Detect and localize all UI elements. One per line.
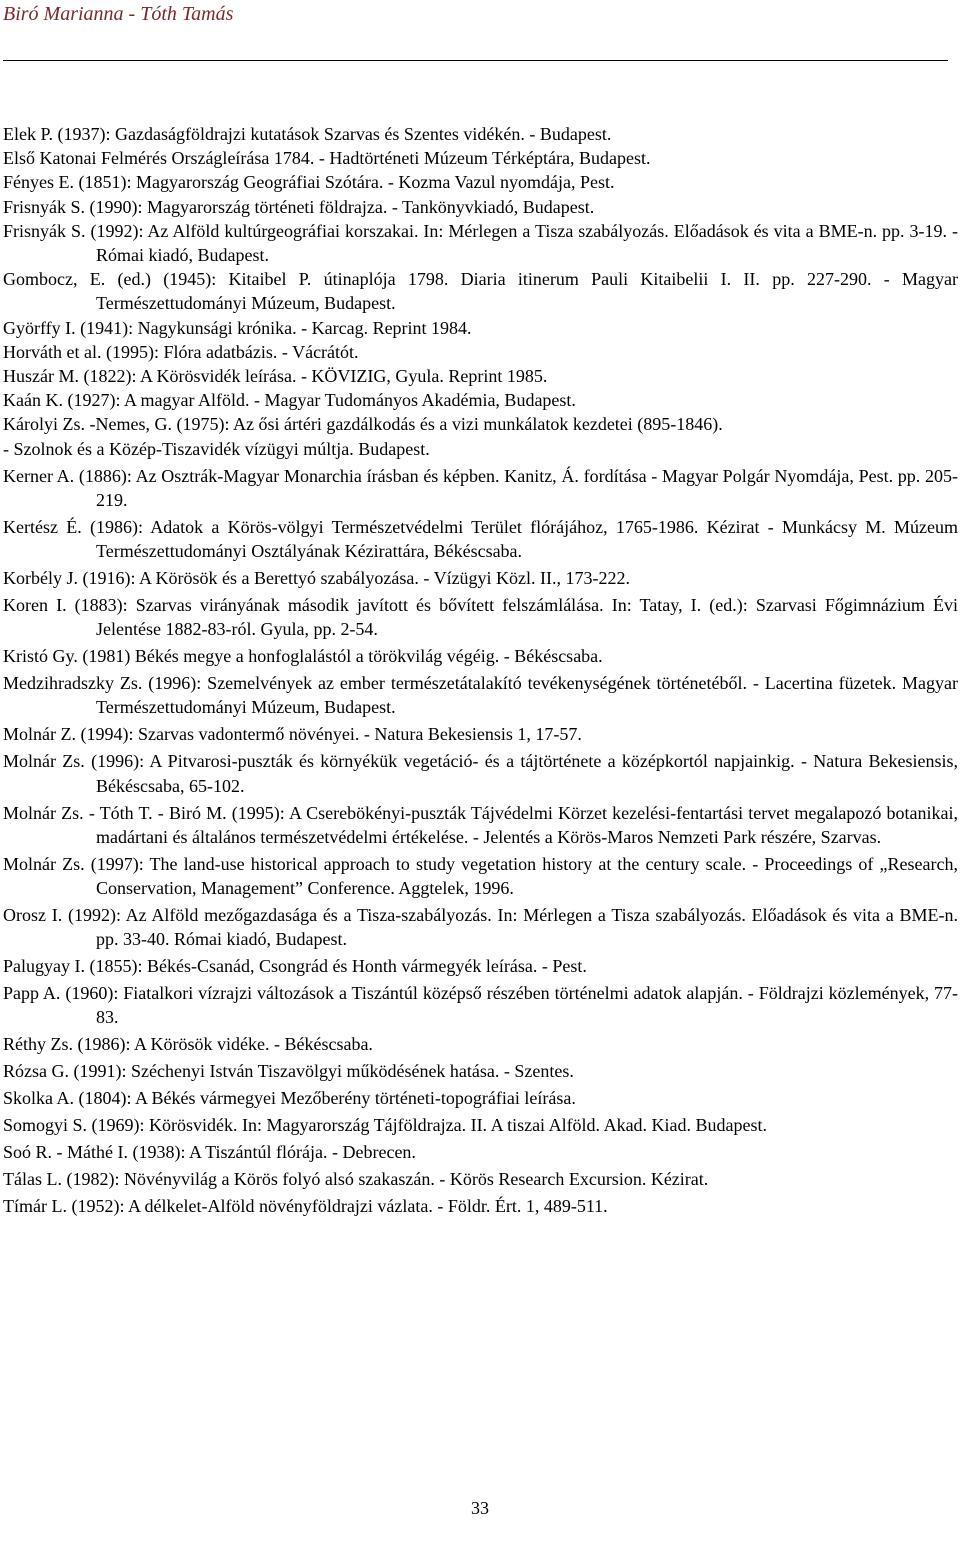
reference-list (3, 122, 958, 1221)
reference-entry: Horváth et al. (1995): Flóra adatbázis. - Vácrátót. (3, 341, 359, 362)
reference-entry: Orosz I. (1992): Az Alföld mezőgazdasága és a Tisza-szabályozás. In: Mérlegen a Tisza szabályozás. Előadások és vita a BME-n. pp. 33-40. Római kiadó, Budapest. (3, 905, 958, 950)
reference-entry: Soó R. - Máthé I. (1938): A Tiszántúl flórája. - Debrecen. (3, 1142, 416, 1163)
reference-entry: Papp A. (1960): Fiatalkori vízrajzi változások a Tiszántúl középső részében történelmi adatok alapján. - Földrajzi közlemények, 77-83. (3, 983, 958, 1028)
reference-entry: Első Katonai Felmérés Országleírása 1784. - Hadtörténeti Múzeum Térképtára, Budapest. (3, 148, 651, 169)
reference-entry: Korbély J. (1916): A Körösök és a Berettyó szabályozása. - Vízügyi Közl. II., 173-222. (3, 568, 631, 589)
reference-entry: Kaán K. (1927): A magyar Alföld. - Magyar Tudományos Akadémia, Budapest. (3, 390, 576, 411)
reference-entry: Palugyay I. (1855): Békés-Csanád, Csongrád és Honth vármegyék leírása. - Pest. (3, 956, 587, 977)
reference-entry: Réthy Zs. (1986): A Körösök vidéke. - Békéscsaba. (3, 1034, 373, 1055)
reference-entry: Fényes E. (1851): Magyarország Geográfiai Szótára. - Kozma Vazul nyomdája, Pest. (3, 172, 615, 193)
reference-entry: Tálas L. (1982): Növényvilág a Körös folyó alsó szakaszán. - Körös Research Excursion. Kézirat. (3, 1169, 709, 1190)
reference-entry: Skolka A. (1804): A Békés vármegyei Mezőberény történeti-topográfiai leírása. (3, 1088, 576, 1109)
running-header: Biró Marianna - Tóth Tamás (3, 3, 234, 25)
reference-entry: Károlyi Zs. -Nemes, G. (1975): Az ősi ártéri gazdálkodás és a vizi munkálatok kezdetei (895-1846). (3, 414, 723, 435)
reference-entry: Somogyi S. (1969): Körösvidék. In: Magyarország Tájföldrajza. II. A tiszai Alföld. Akad. Kiad. Budapest. (3, 1115, 768, 1136)
reference-entry: Molnár Zs. - Tóth T. - Biró M. (1995): A Cserebökényi-puszták Tájvédelmi Körzet kezelési-fentartási tervet megalapozó botanikai, madártani és általános természetvédelmi értékelése. - Jelentés a Körös-Maros Nemzeti Park részére, Szarvas. (3, 802, 958, 847)
reference-entry: Frisnyák S. (1990): Magyarország történeti földrajza. - Tankönyvkiadó, Budapest. (3, 196, 595, 217)
reference-entry: Tímár L. (1952): A délkelet-Alföld növényföldrajzi vázlata. - Földr. Ért. 1, 489-511. (3, 1196, 608, 1217)
page-number: 33 (471, 1498, 489, 1518)
reference-entry: Elek P. (1937): Gazdaságföldrajzi kutatások Szarvas és Szentes vidékén. - Budapest. (3, 124, 612, 144)
reference-entry: Frisnyák S. (1992): Az Alföld kultúrgeográfiai korszakai. In: Mérlegen a Tisza szabályozás. Előadások és vita a BME-n. pp. 3-19. - Római kiadó, Budapest. (3, 220, 958, 266)
reference-entry: Kertész É. (1986): Adatok a Körös-völgyi Természetvédelmi Terület flórájához, 1765-1986. Kézirat - Munkácsy M. Múzeum Természettudományi Osztályának Kézirattára, Békéscsaba. (3, 516, 958, 562)
reference-entry: Molnár Zs. (1997): The land-use historical approach to study vegetation history at the century scale. - Proceedings of „Research, Conservation, Management” Conference. Aggtelek, 1996. (3, 853, 958, 899)
reference-entry: Györffy I. (1941): Nagykunsági krónika. - Karcag. Reprint 1984. (3, 317, 472, 338)
reference-entry: Kristó Gy. (1981) Békés megye a honfoglalástól a törökvilág végéig. - Békéscsaba. (3, 646, 603, 667)
reference-entry: Molnár Z. (1994): Szarvas vadontermő növényei. - Natura Bekesiensis 1, 17-57. (3, 724, 582, 745)
reference-entry: - Szolnok és a Közép-Tiszavidék vízügyi múltja. Budapest. (3, 438, 430, 459)
reference-entry: Huszár M. (1822): A Körösvidék leírása. - KÖVIZIG, Gyula. Reprint 1985. (3, 366, 548, 387)
reference-entry: Molnár Zs. (1996): A Pitvarosi-puszták és környékük vegetáció- és a tájtörténete a középkortól napjainkig. - Natura Bekesiensis, Békéscsaba, 65-102. (3, 751, 958, 796)
reference-entry: Kerner A. (1886): Az Osztrák-Magyar Monarchia írásban és képben. Kanitz, Á. fordítása - Magyar Polgár Nyomdája, Pest. pp. 205-219. (3, 465, 958, 510)
reference-entry: Koren I. (1883): Szarvas virányának második javított és bővített felszámlálása. In: Tatay, I. (ed.): Szarvasi Főgimnázium Évi Jelentése 1882-83-ról. Gyula, pp. 2-54. (3, 595, 958, 640)
reference-entry: Medzihradszky Zs. (1996): Szemelvények az ember természetátalakító tevékenységének történetéből. - Lacertina füzetek. Magyar Természettudományi Múzeum, Budapest. (3, 673, 958, 718)
reference-entry: Gombocz, E. (ed.) (1945): Kitaibel P. útinaplója 1798. Diaria itinerum Pauli Kitaibelii I. II. pp. 227-290. - Magyar Természettudományi Múzeum, Budapest. (3, 269, 958, 314)
reference-entry: Rózsa G. (1991): Széchenyi István Tiszavölgyi működésének hatása. - Szentes. (3, 1061, 574, 1082)
header-divider (3, 60, 948, 61)
